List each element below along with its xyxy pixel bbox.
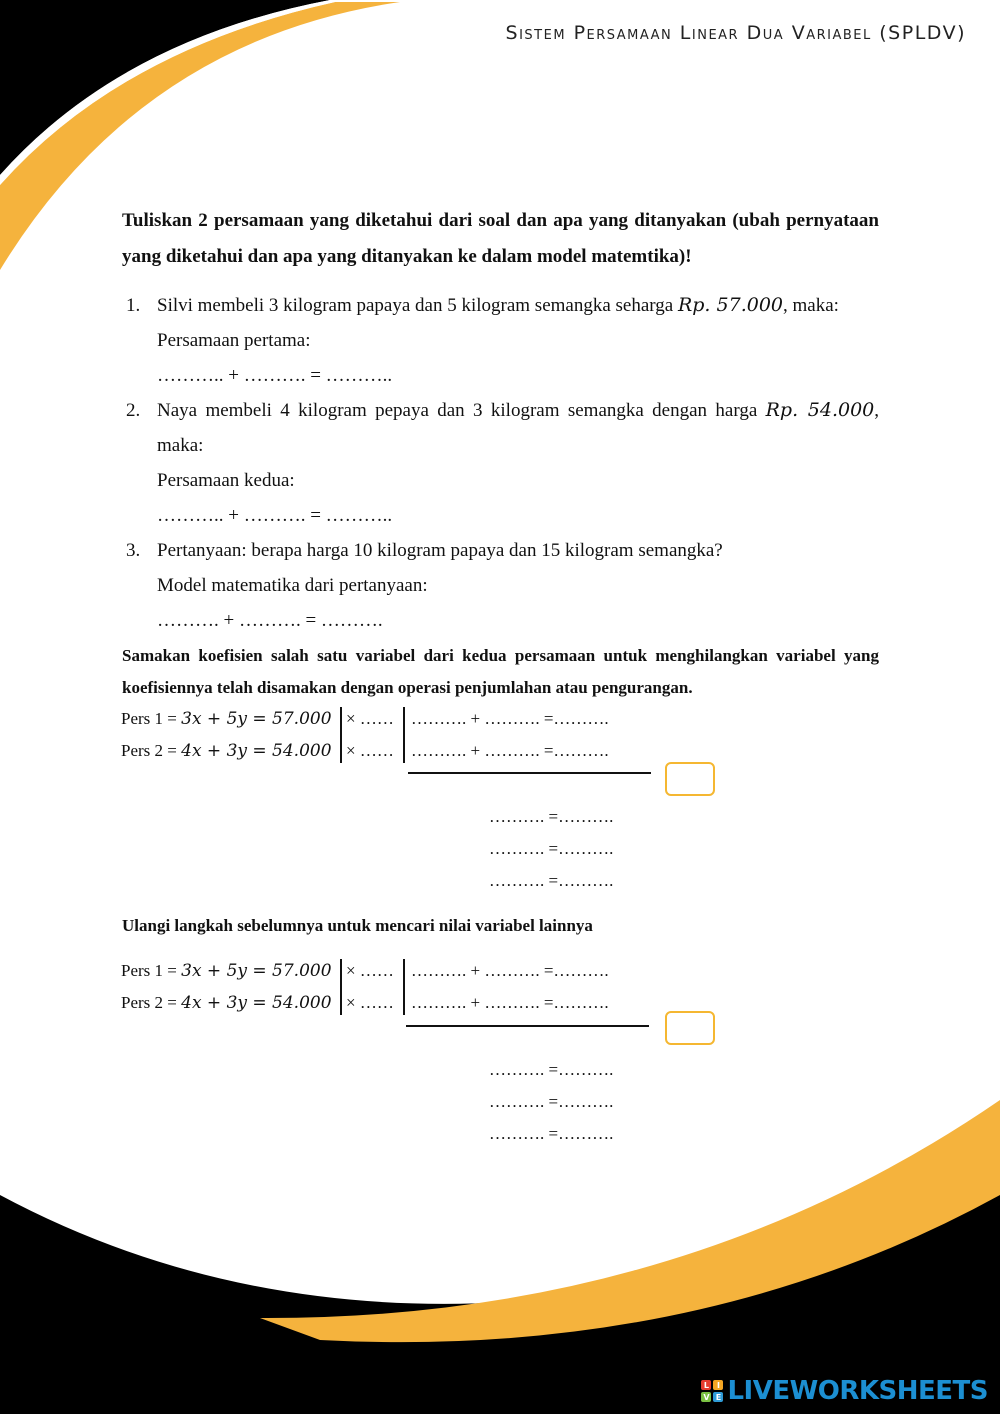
- logo-text: LIVEWORKSHEETS: [727, 1376, 988, 1406]
- equation-pers-1: Pers 1 = 3x + 5y = 57.000: [121, 961, 332, 981]
- equation-pers-2: Pers 2 = 4x + 3y = 54.000: [121, 741, 332, 761]
- item-label: Persamaan kedua:: [157, 470, 295, 491]
- instruction-write-equations: Tuliskan 2 persamaan yang diketahui dari soal dan apa yang ditanyakan (ubah pernyataan yang diketahui dan apa yang ditanyakan ke dalam model matemtika)!: [122, 210, 879, 267]
- divider-bar: [403, 959, 405, 1015]
- multiplier-blank[interactable]: × ……: [346, 741, 394, 760]
- item-label: Persamaan pertama:: [157, 330, 311, 351]
- result-blank[interactable]: ………. =……….: [489, 1124, 614, 1143]
- result-blank[interactable]: ………. =……….: [489, 871, 614, 890]
- item-number: 2.: [126, 400, 141, 421]
- answer-blank[interactable]: ………. + ………. = ……….: [157, 610, 383, 631]
- equation-row-blank[interactable]: ………. + ………. =……….: [411, 961, 609, 980]
- item-number: 3.: [126, 540, 141, 561]
- item-text: Silvi membeli 3 kilogram papaya dan 5 kilogram semangka seharga Rp. 57.000, maka:: [157, 294, 839, 316]
- result-blank[interactable]: ………. =……….: [489, 1092, 614, 1111]
- operator-input-box[interactable]: [665, 762, 715, 796]
- list-item: [122, 393, 879, 533]
- logo-letter: V: [703, 1392, 710, 1402]
- answer-blank[interactable]: ……….. + ………. = ………..: [157, 365, 393, 386]
- equation-row-blank[interactable]: ………. + ………. =……….: [411, 709, 609, 728]
- item-label: Model matematika dari pertanyaan:: [157, 575, 428, 596]
- price: Rp. 54.000: [765, 399, 875, 421]
- result-blank[interactable]: ………. =……….: [489, 839, 614, 858]
- answer-blank[interactable]: ……….. + ………. = ………..: [157, 505, 393, 526]
- equation-pers-2: Pers 2 = 4x + 3y = 54.000: [121, 993, 332, 1013]
- divider-bar: [340, 707, 342, 763]
- logo-mark: [701, 1380, 723, 1402]
- logo-letter: I: [713, 1380, 723, 1390]
- item-text: Pertanyaan: berapa harga 10 kilogram papaya dan 15 kilogram semangka?: [157, 540, 723, 561]
- price: Rp. 57.000: [677, 294, 783, 316]
- logo-letter: E: [713, 1392, 723, 1402]
- equation-row-blank[interactable]: ………. + ………. =……….: [411, 993, 609, 1012]
- multiplier-blank[interactable]: × ……: [346, 993, 394, 1012]
- operator-input-box[interactable]: [665, 1011, 715, 1045]
- divider-bar: [340, 959, 342, 1015]
- sum-line: [408, 772, 651, 774]
- result-blank[interactable]: ………. =……….: [489, 1060, 614, 1079]
- sum-line: [406, 1025, 649, 1027]
- list-item: [122, 288, 879, 393]
- equation-row-blank[interactable]: ………. + ………. =……….: [411, 741, 609, 760]
- question-list: [122, 288, 879, 638]
- equation-pers-1: Pers 1 = 3x + 5y = 57.000: [121, 709, 332, 729]
- item-text: Naya membeli 4 kilogram pepaya dan 3 kilogram semangka dengan harga Rp. 54.000, maka:: [157, 399, 879, 456]
- multiplier-blank[interactable]: × ……: [346, 961, 394, 980]
- divider-bar: [403, 707, 405, 763]
- item-number: 1.: [126, 295, 141, 316]
- multiplier-blank[interactable]: × ……: [346, 709, 394, 728]
- logo-letter: L: [701, 1380, 711, 1390]
- page-title: Sistem Persamaan Linear Dua Variabel (SPLDV): [505, 22, 966, 44]
- liveworksheets-logo: [701, 1376, 988, 1406]
- list-item: [122, 533, 879, 638]
- instruction-eliminate: Samakan koefisien salah satu variabel dari kedua persamaan untuk menghilangkan variabel yang koefisiennya telah disamakan dengan operasi penjumlahan atau pengurangan.: [122, 646, 879, 697]
- result-blank[interactable]: ………. =……….: [489, 807, 614, 826]
- instruction-repeat: Ulangi langkah sebelumnya untuk mencari nilai variabel lainnya: [122, 916, 593, 935]
